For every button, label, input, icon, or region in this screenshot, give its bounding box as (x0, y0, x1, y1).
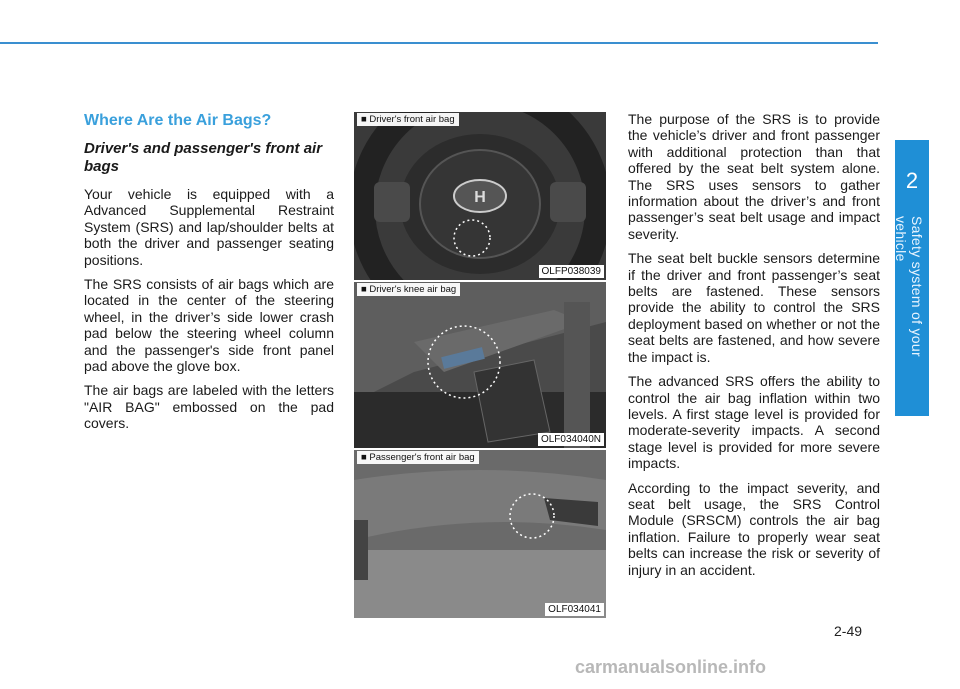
body-paragraph: The SRS consists of air bags which are located in the center of the steering wheel, in the driver’s side lower crash pad below the steering wheel column and the passenger's side front panel pad above the glove box. (84, 276, 334, 375)
subsection-heading: Driver's and passenger's front air bags (84, 140, 323, 175)
header-rule (0, 42, 878, 44)
body-paragraph: According to the impact severity, and seat belt usage, the SRS Control Module (SRSCM) controls the air bag inflation. Failure to properly wear seat belts can increase the risk or severity of injury in an accident. (628, 479, 880, 578)
steering-wheel-photo (354, 112, 606, 280)
page-number: 2-49 (834, 623, 863, 639)
figure-code: OLF034041 (545, 603, 604, 616)
watermark-link[interactable]: carmanualsonline.info (575, 657, 767, 677)
figure-caption: ■ Passenger's front air bag (357, 451, 479, 464)
figure-code: OLF034040N (538, 433, 604, 446)
figure-column (354, 112, 606, 620)
chapter-number: 2 (905, 168, 919, 193)
chapter-title: Safety system of your vehicle (893, 216, 925, 357)
figure-caption: ■ Driver's front air bag (357, 113, 459, 126)
chapter-tab (895, 140, 929, 416)
figure-caption: ■ Driver's knee air bag (357, 283, 460, 296)
section-heading: Where Are the Air Bags? (84, 112, 272, 129)
dashboard-photo (354, 450, 606, 618)
body-paragraph: The purpose of the SRS is to provide the vehicle’s driver and front passenger with additional protection than that offered by the seat belt system alone. The SRS uses sensors to gather information about the driver’s and front passenger’s seat belt usage and impact severity. (628, 111, 880, 242)
body-paragraph: The seat belt buckle sensors determine if the driver and front passenger’s seat belts are fastened. These sensors provide the ability to control the SRS deployment based on whether or not the seat belts are fastened, and how severe the impact is. (628, 250, 880, 365)
body-paragraph: The air bags are labeled with the letters "AIR BAG" embossed on the pad covers. (84, 382, 334, 432)
figure-passenger-front-airbag (354, 450, 606, 618)
left-column (84, 112, 334, 440)
right-column (628, 111, 880, 586)
knee-airbag-photo (354, 282, 606, 448)
body-paragraph: The advanced SRS offers the ability to control the air bag inflation within two levels. A first stage level is provided for moderate-severity impacts. A second stage level is provided for more severe impacts. (628, 373, 880, 472)
body-paragraph: Your vehicle is equipped with a Advanced Supplemental Restraint System (SRS) and lap/shoulder belts at both the driver and passenger seating positions. (84, 186, 334, 268)
svg-text:H: H (474, 189, 486, 206)
figure-driver-knee-airbag (354, 282, 606, 448)
figure-code: OLFP038039 (539, 265, 605, 278)
figure-driver-front-airbag (354, 112, 606, 280)
